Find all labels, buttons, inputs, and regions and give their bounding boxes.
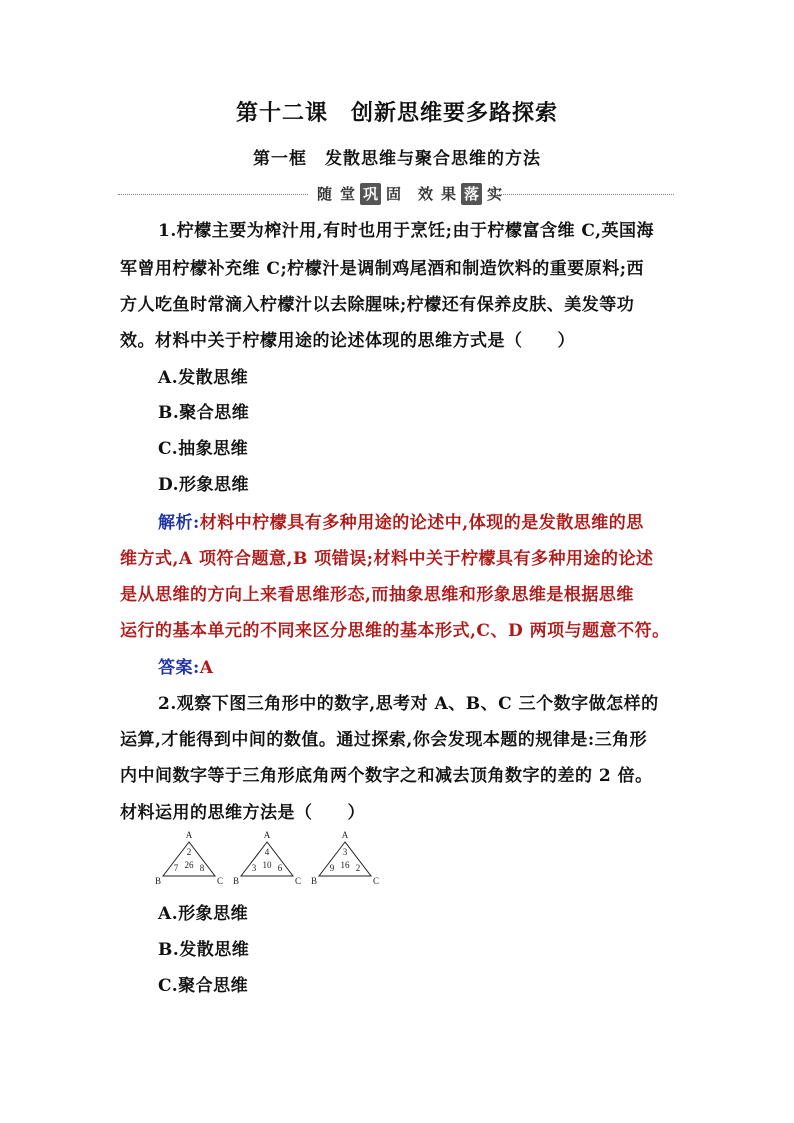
triangle-figures <box>156 830 386 890</box>
q1-analysis <box>158 508 644 533</box>
lesson-title: 第十二课 创新思维要多路探索 <box>235 100 558 126</box>
banner-divider-left <box>118 194 308 195</box>
q1-answer <box>158 653 213 678</box>
triangle-2 <box>233 830 301 886</box>
top-number: 4 <box>264 847 270 857</box>
top-number: 2 <box>186 847 192 857</box>
q1-line: 方人吃鱼时常滴入柠檬汁以去除腥味;柠檬还有保养皮肤、美发等功 <box>120 295 635 315</box>
section-subtitle: 第一框 发散思维与聚合思维的方法 <box>253 149 541 169</box>
q1-analysis-line: 是从思维的方向上来看思维形态,而抽象思维和形象思维是根据思维 <box>120 585 634 605</box>
banner-char: 实 <box>487 185 503 203</box>
banner-char: 效 <box>418 185 434 203</box>
q1-line: 军曾用柠檬补充维 C;柠檬汁是调制鸡尾酒和制造饮料的重要原料;西 <box>120 259 644 279</box>
vertex-c-label: C <box>372 876 380 886</box>
left-number: 3 <box>251 863 257 873</box>
analysis-text: 材料中柠檬具有多种用途的论述中,体现的是发散思维的思 <box>199 513 644 533</box>
banner-char: 果 <box>441 185 457 203</box>
q2-option-a: A.形象思维 <box>158 904 249 924</box>
analysis-label: 解析: <box>158 513 200 533</box>
vertex-a-label: A <box>185 830 193 840</box>
banner-char: 巩 <box>360 183 381 205</box>
q1-option-a: A.发散思维 <box>158 368 249 388</box>
banner-char: 随 <box>317 185 333 203</box>
banner-char: 堂 <box>340 185 356 203</box>
vertex-b-label: B <box>232 876 240 886</box>
vertex-b-label: B <box>310 876 318 886</box>
center-number: 10 <box>262 860 272 870</box>
vertex-b-label: B <box>154 876 162 886</box>
vertex-c-label: C <box>294 876 302 886</box>
banner-char: 落 <box>461 183 482 205</box>
q2-line: 材料运用的思维方法是（ ） <box>120 803 365 823</box>
q1-analysis-line: 运行的基本单元的不同来区分思维的基本形式,C、D 两项与题意不符。 <box>120 621 670 641</box>
center-number: 26 <box>184 860 194 870</box>
triangle-figure-svg <box>156 830 386 890</box>
vertex-c-label: C <box>216 876 224 886</box>
left-number: 7 <box>173 863 179 873</box>
vertex-a-label: A <box>341 830 349 840</box>
triangle-1 <box>155 830 223 886</box>
right-number: 6 <box>277 863 283 873</box>
left-number: 9 <box>329 863 335 873</box>
vertex-a-label: A <box>263 830 271 840</box>
q1-option-b: B.聚合思维 <box>158 403 250 423</box>
q1-option-d: D.形象思维 <box>158 475 250 495</box>
right-number: 8 <box>199 863 205 873</box>
banner-divider-right <box>494 194 674 195</box>
q2-line: 运算,才能得到中间的数值。通过探索,你会发现本题的规律是:三角形 <box>120 730 648 750</box>
q1-option-c: C.抽象思维 <box>158 439 249 459</box>
q1-line: 1.柠檬主要为榨汁用,有时也用于烹饪;由于柠檬富含维 C,英国海 <box>158 221 655 241</box>
top-number: 3 <box>342 847 348 857</box>
answer-label: 答案: <box>158 658 200 678</box>
answer-value: A <box>199 658 214 678</box>
banner-group-consolidate <box>314 183 404 205</box>
q2-line: 内中间数字等于三角形底角两个数字之和减去顶角数字的差的 2 倍。 <box>120 766 653 786</box>
q2-option-b: B.发散思维 <box>158 940 250 960</box>
practice-banner <box>118 180 674 208</box>
banner-char: 固 <box>386 185 402 203</box>
q1-line: 效。材料中关于柠檬用途的论述体现的思维方式是（ ） <box>120 331 575 351</box>
q1-analysis-line: 维方式,A 项符合题意,B 项错误;材料中关于柠檬具有多种用途的论述 <box>120 549 654 569</box>
q2-line: 2.观察下图三角形中的数字,思考对 A、B、C 三个数字做怎样的 <box>158 694 659 714</box>
right-number: 2 <box>355 863 361 873</box>
triangle-3 <box>311 830 379 886</box>
center-number: 16 <box>340 860 350 870</box>
banner-group-effect <box>415 183 505 205</box>
q2-option-c: C.聚合思维 <box>158 976 249 996</box>
